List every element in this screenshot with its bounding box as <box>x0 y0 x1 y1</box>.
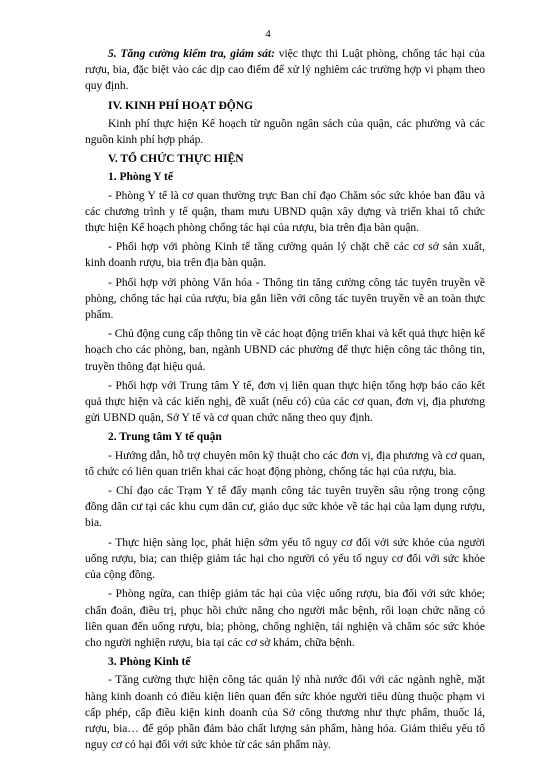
document-body <box>85 46 485 756</box>
page-number: 4 <box>265 28 271 40</box>
part1-paragraph: - Phối hợp với Trung tâm Y tế, đơn vị liên quan thực hiện tổng hợp báo cáo kết quả thực hiện và các kiến nghị, đề xuất (nếu có) của các cơ quan, đơn vị, địa phương gửi UBND quận, Sở Y tế và cơ quan chức năng theo quy định. <box>85 379 485 425</box>
part1-paragraph: - Phòng Y tế là cơ quan thường trực Ban chỉ đạo Chăm sóc sức khỏe ban đầu và các chương trình y tế quận, tham mưu UBND quận xây dựng và triển khai tổ chức thực hiện Kế hoạch phòng chống tác hại của rượu, bia trên địa bàn quận. <box>85 189 485 235</box>
item5-lead: 5. Tăng cường kiểm tra, giám sát: <box>108 48 275 60</box>
item5-paragraph <box>85 46 485 95</box>
part2-heading: 2. Trung tâm Y tế quận <box>108 431 222 444</box>
part1-paragraph: - Phối hợp với phòng Văn hóa - Thông tin tăng cường công tác tuyên truyền về phòng, chống tác hại của rượu, bia gắn liền với công tác tuyên truyền về an toàn thực phẩm. <box>85 276 485 322</box>
part2-paragraph: - Chỉ đạo các Trạm Y tế đẩy mạnh công tác tuyên truyền sâu rộng trong cộng đồng dân cư tại các khu cụm dân cư, giáo dục sức khỏe về tác hại của lạm dụng rượu, bia. <box>85 485 485 530</box>
section4-text: Kinh phí thực hiện Kế hoạch từ nguồn ngân sách của quận, các phường và các nguồn kinh phí hợp pháp. <box>85 117 485 147</box>
item5-text: việc thực thi Luật phòng, chống tác hại của rượu, bia, đặc biệt vào các dịp cao điểm để xử lý nghiêm các trường hợp vi phạm theo quy định. <box>85 48 485 93</box>
part1-paragraph: - Chủ động cung cấp thông tin về các hoạt động triển khai và kết quả thực hiện kế hoạch cho các phòng, ban, ngành UBND các phường để thực hiện công tác thông tin, truyền thông đạt hiệu quả. <box>85 328 485 373</box>
part2-paragraph: - Hướng dẫn, hỗ trợ chuyên môn kỹ thuật cho các đơn vị, địa phương và cơ quan, tổ chức có liên quan triển khai các hoạt động phòng, chống tác hại của rượu, bia. <box>85 449 485 478</box>
part1-paragraph: - Phối hợp với phòng Kinh tế tăng cường quản lý chặt chẽ các cơ sở sản xuất, kinh doanh rượu, bia trên địa bàn quận. <box>85 241 485 270</box>
part1-heading: 1. Phòng Y tế <box>108 171 173 184</box>
part3-heading: 3. Phòng Kinh tế <box>108 656 191 669</box>
section4-heading: IV. KINH PHÍ HOẠT ĐỘNG <box>108 99 253 112</box>
part2-paragraph: - Phòng ngừa, can thiệp giảm tác hại của việc uống rượu, bia đối với sức khỏe; chẩn đoán, điều trị, phục hồi chức năng cho người mắc bệnh, rối loạn chức năng có liên quan đến uống rượu, bia; phòng, chống nghiện, tái nghiện và chăm sóc sức khỏe cho người nghiện rượu, bia tại các cơ sở khám, chữa bệnh. <box>85 588 485 649</box>
part3-paragraph: - Tăng cường thực hiện công tác quản lý nhà nước đối với các ngành nghề, mặt hàng kinh doanh có điều kiện liên quan đến sức khỏe người tiêu dùng thuộc phạm vi cấp phép, cấp điều kiện kinh doanh của Sở công thương như thực phẩm, thuốc lá, rượu, bia… để góp phần đảm bảo chất lượng sản phẩm, hàng hóa. Giảm thiểu yếu tố nguy cơ có hại đối với sức khỏe từ các sản phẩm này. <box>85 674 485 752</box>
section5-heading: V. TỔ CHỨC THỰC HIỆN <box>108 153 244 166</box>
part2-paragraph: - Thực hiện sàng lọc, phát hiện sớm yếu tố nguy cơ đối với sức khỏe của người uống rượu, bia; can thiệp giảm tác hại cho người có yếu tố nguy cơ đối với sức khỏe của cộng đồng. <box>85 536 485 582</box>
